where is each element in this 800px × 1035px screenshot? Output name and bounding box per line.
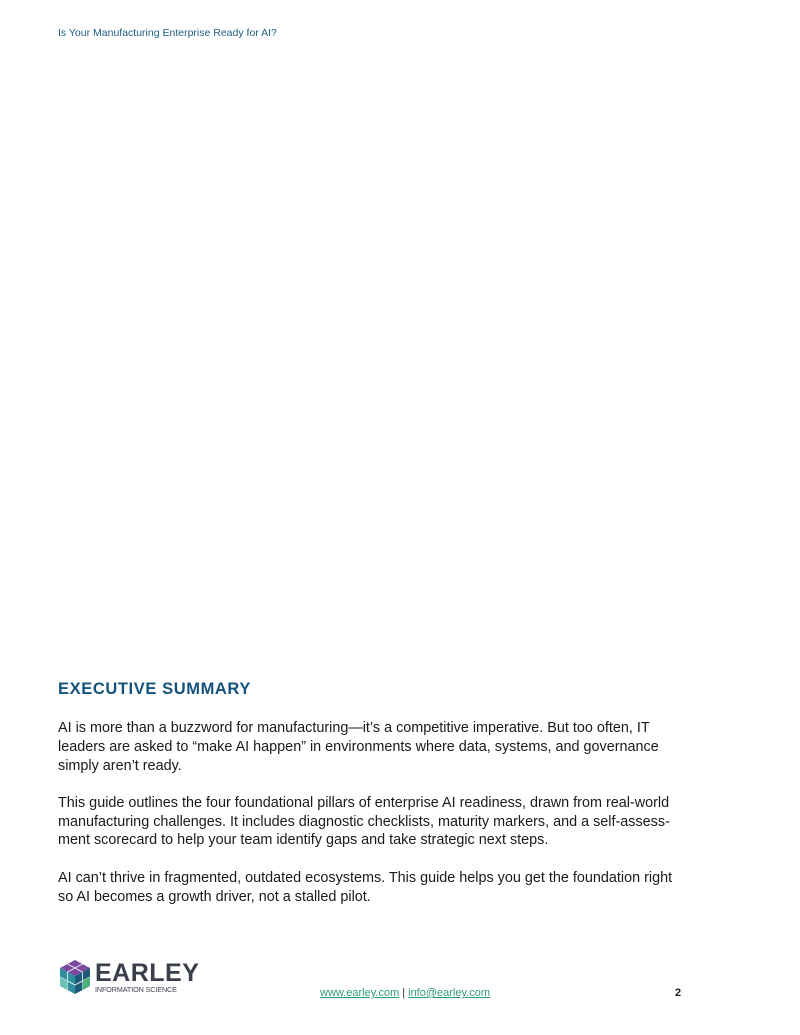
section-title: EXECUTIVE SUMMARY <box>58 680 251 698</box>
footer-links <box>320 987 490 999</box>
paragraph-1: AI is more than a buzzword for manufacturing—it’s a competitive imperative. But too often, IT leaders are asked to “make AI happen” in environments where data, systems, and governance simply aren’t ready. <box>58 720 659 774</box>
page-number: 2 <box>675 987 682 999</box>
paragraph-3: AI can’t thrive in fragmented, outdated ecosystems. This guide helps you get the foundation right so AI becomes a growth driver, not a stalled pilot. <box>58 869 673 905</box>
footer-separator: | <box>402 987 406 999</box>
running-header: Is Your Manufacturing Enterprise Ready for AI? <box>58 27 277 39</box>
earley-logo <box>58 958 199 996</box>
logo-wordmark: EARLEY <box>95 958 200 987</box>
paragraph-2: This guide outlines the four foundational pillars of enterprise AI readiness, drawn from real-world manufacturing challenges. It includes diagnostic checklists, maturity markers, and a self-assess-ment scorecard to help your team identify gaps and take strategic next steps. <box>58 794 670 849</box>
cube-logo-icon <box>58 958 92 996</box>
website-link[interactable]: www.earley.com <box>320 987 400 999</box>
body-text <box>58 719 688 925</box>
logo-subtitle: INFORMATION SCIENCE <box>95 984 177 994</box>
email-link[interactable]: info@earley.com <box>408 987 491 999</box>
